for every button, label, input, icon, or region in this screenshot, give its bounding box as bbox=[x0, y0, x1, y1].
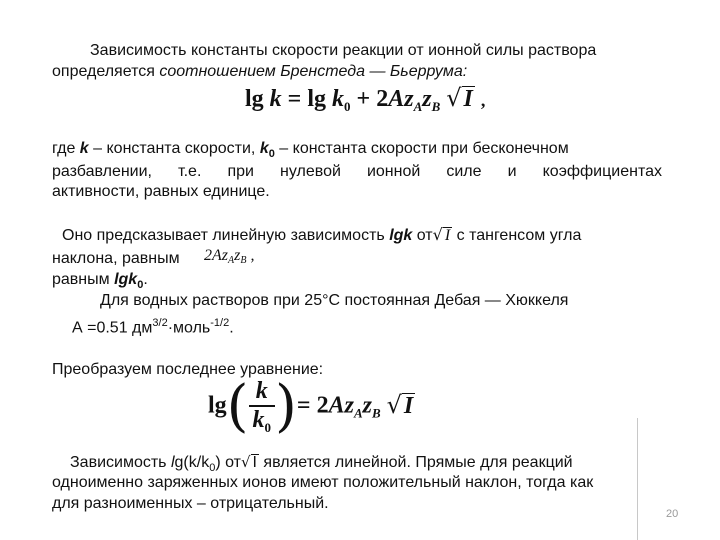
para4-line1: Для водных растворов при 25°С постоянная Дебая — Хюккеля bbox=[100, 292, 569, 309]
para2-line3: активности, равных единице. bbox=[52, 183, 270, 200]
fraction-k-over-k0: $\frac{k}{k_0}$ bbox=[249, 378, 276, 436]
sqrt-symbol: √ bbox=[432, 225, 443, 244]
para1-line1: Зависимость константы скорости реакции от ионной силы раствора bbox=[90, 42, 597, 59]
para6-line2: одноименно заряженных ионов имеют положительный наклон, тогда как bbox=[52, 474, 594, 491]
para6-line3: для разноименных – отрицательный. bbox=[52, 495, 329, 512]
divider-line bbox=[637, 418, 638, 540]
sqrt-symbol: √ bbox=[446, 84, 462, 112]
para3-line1: Оно предсказывает линейную зависимость lgk от√ I с тангенсом угла bbox=[62, 225, 582, 244]
page-number: 20 bbox=[666, 508, 679, 520]
slope-expression: $2Az_Az_B$ , bbox=[204, 247, 255, 266]
sqrt-symbol: √ bbox=[240, 453, 251, 471]
equation-transformed: lg( $\frac{k}{k_0}$ )= $2Az_Az_B$ √I bbox=[208, 374, 414, 439]
para5: Преобразуем последнее уравнение: bbox=[52, 361, 324, 378]
equation-bronsted-bjerrum: $\lg k = \lg k_0 + 2Az_Az_B$ √I , bbox=[245, 84, 486, 114]
para2-line2: разбавлении, т.е. при нулевой ионной силе и коэффициентах bbox=[52, 163, 662, 180]
para1-line2: определяется соотношением Бренстеда — Бьеррума: bbox=[52, 63, 468, 80]
para3-line3: равным lgk$_0$. bbox=[52, 271, 148, 292]
para6-line1: Зависимость $\lg(k/k_0)$ от√ I является линейной. Прямые для реакций bbox=[70, 453, 573, 475]
sqrt-symbol: √ bbox=[386, 390, 402, 419]
para3-line2: наклона, равным bbox=[52, 250, 180, 267]
para4-line2: А =0.51 $дм^{3/2}\cdot моль^{-1/2}$. bbox=[72, 317, 234, 337]
para2-line1: где k – константа скорости, $k_0$ – константа скорости при бесконечном bbox=[52, 140, 569, 161]
